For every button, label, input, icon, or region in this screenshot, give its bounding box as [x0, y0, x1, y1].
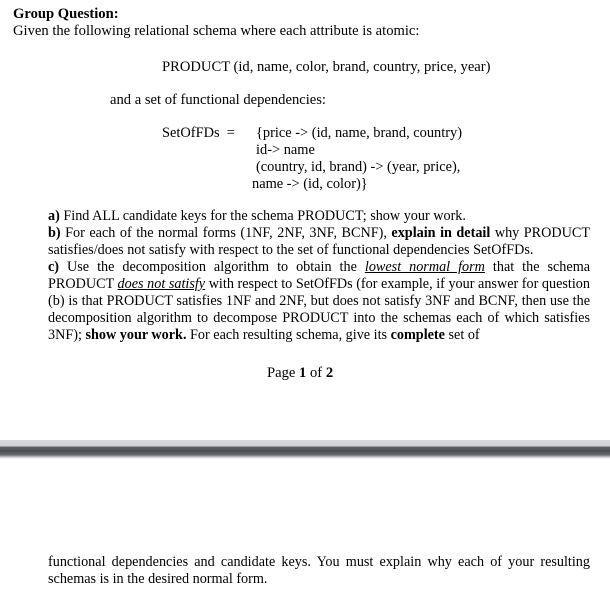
- question-a-label: a): [48, 208, 60, 224]
- question-c-text-5: set of: [448, 326, 480, 343]
- page-separator: [0, 440, 610, 459]
- question-c-text-1: Use the decomposition algorithm to obtain the: [67, 259, 357, 275]
- fd-line-4: name -> (id, color)}: [252, 176, 368, 192]
- page-number-total: 2: [325, 365, 334, 381]
- question-b-text-1: For each of the normal forms (1NF, 2NF, 3NF, BCNF),: [65, 225, 387, 241]
- question-c-emphasis-2: complete: [390, 326, 445, 343]
- question-c-emphasis-1: show your work.: [85, 326, 187, 343]
- question-b: [48, 225, 590, 259]
- document-page-2: [0, 459, 610, 597]
- question-c-underline-1: lowest normal form: [364, 259, 485, 275]
- fd-intro: and a set of functional dependencies:: [110, 92, 326, 108]
- question-a-text: Find ALL candidate keys for the schema PRODUCT; show your work.: [63, 208, 466, 224]
- page-number-current: 1: [299, 365, 307, 381]
- question-b-emphasis: explain in detail: [391, 225, 491, 241]
- question-c-underline-2: does not satisfy: [117, 275, 206, 292]
- question-c-text-2: that the schema PRODUCT: [48, 259, 591, 292]
- relational-schema: PRODUCT (id, name, color, brand, country, price, year): [162, 59, 491, 75]
- question-intro: Given the following relational schema where each attribute is atomic:: [13, 23, 420, 39]
- question-a: [48, 208, 590, 225]
- page-number: [267, 365, 333, 382]
- page-number-prefix: Page: [267, 365, 296, 381]
- fd-set-label: SetOfFDs =: [162, 125, 235, 141]
- question-b-text-2: why PRODUCT satisfies/does not satisfy with respect to the set of functional dependencies SetOfFDs.: [48, 225, 590, 258]
- question-heading: Group Question:: [13, 6, 119, 22]
- fd-line-3: (country, id, brand) -> (year, price),: [256, 159, 461, 175]
- fd-line-2: id-> name: [256, 142, 315, 158]
- question-b-label: b): [48, 225, 61, 241]
- fd-line-1: {price -> (id, name, brand, country): [256, 125, 463, 141]
- question-c-label: c): [48, 259, 60, 275]
- question-c-text-4: For each resulting schema, give its: [190, 326, 388, 343]
- page-2-continuation: functional dependencies and candidate keys. You must explain why each of your resulting schemas is in the desired normal form.: [48, 554, 590, 587]
- page-number-middle: of: [309, 365, 323, 381]
- question-c: [48, 259, 590, 344]
- question-c-text-3: with respect to SetOfFDs (for example, if your answer for question (b) is that PRODUCT satisfies 1NF and 2NF, but does not satisfy 3NF and BCNF, then use the decomposition algorithm to decompose PRODUCT into the schemas each of which satisfies 3NF);: [48, 275, 590, 343]
